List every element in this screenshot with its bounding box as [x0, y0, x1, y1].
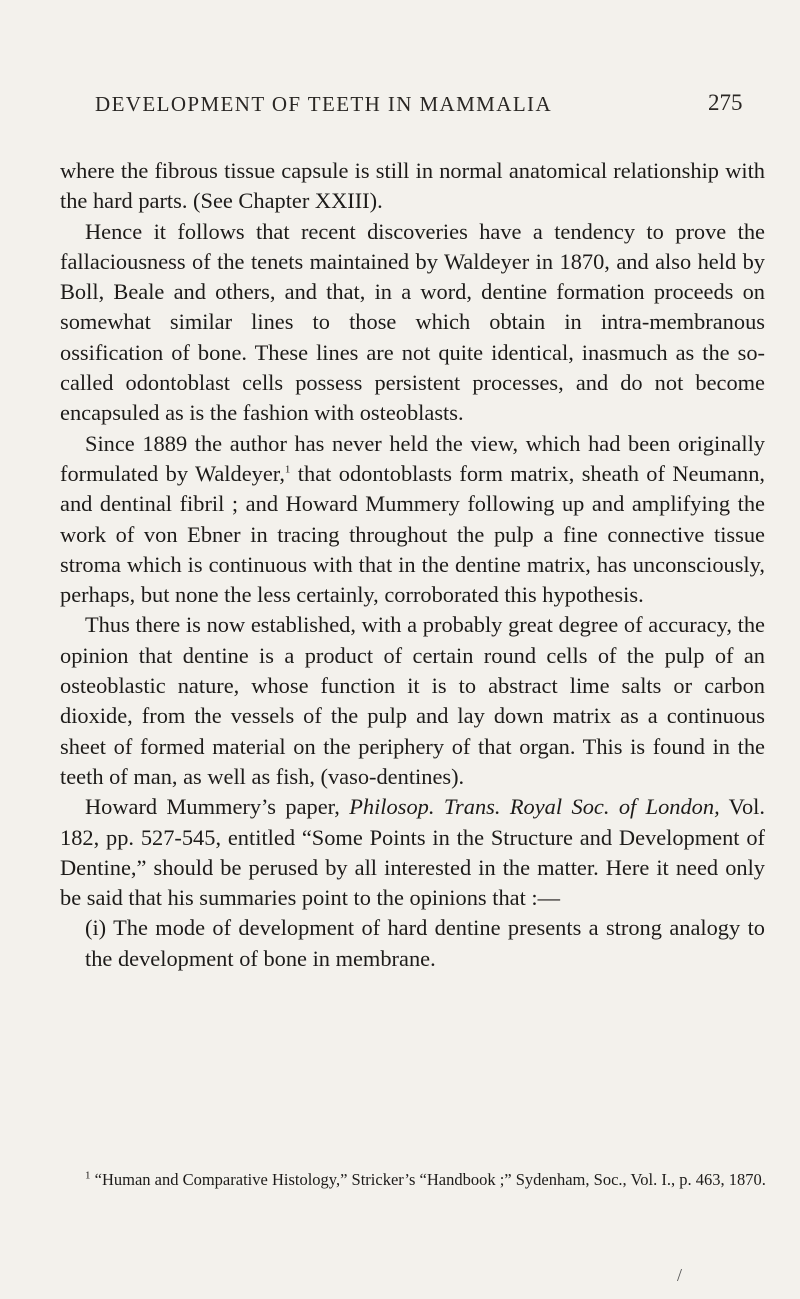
running-title: DEVELOPMENT OF TEETH IN MAMMALIA [95, 92, 553, 116]
paragraph-3-part-b: that odontoblasts form matrix, sheath of Neumann, and dentinal fibril ; and Howard Mummery following up and amplifying the work of von Ebner in tracing throughout the pulp a fine connective tissue stroma which is continuous with that in the dentine matrix, has unconsciously, perhaps, but none the less certainly, corroborated this hypothesis. [60, 460, 765, 608]
paragraph-2: Hence it follows that recent discoveries have a tendency to prove the fallaciousness of the tenets maintained by Waldeyer in 1870, and also held by Boll, Beale and others, and that, in a word, dentine formation proceeds on somewhat similar lines to those which obtain in intra-membranous ossification of bone. These lines are not quite identical, inasmuch as the so-called odontoblast cells possess persistent processes, and do not become encapsuled as is the fashion with osteoblasts. [60, 218, 765, 426]
stray-mark: / [677, 1265, 683, 1285]
paragraph-5-part-b: Vol. 182, pp. 527-545, entitled “Some Points in the Structure and Development of Dentine,” should be perused by all interested in the matter. Here it need only be said that his summaries point to the opinions that :— [60, 794, 765, 911]
footnote-reference[interactable]: 1 [284, 463, 291, 476]
journal-citation: Philosop. Trans. Royal Soc. of London, [349, 794, 720, 820]
paragraph-5 [60, 792, 765, 913]
footnote-text [60, 1170, 770, 1189]
footnote-marker: 1 [85, 1169, 91, 1182]
paragraph-1: where the fibrous tissue capsule is still in normal anatomical relationship with the hard parts. (See Chapter XXIII). [60, 158, 765, 214]
footnote-body: “Human and Comparative Histology,” Stricker’s “Handbook ;” Sydenham, Soc., Vol. I., p. 463, 1870. [90, 1170, 766, 1189]
paragraph-3-part-a: Since 1889 the author has never held the view, which had been originally formulated by Waldeyer, [60, 430, 765, 486]
paragraph-5-part-a: Howard Mummery’s paper, [85, 794, 350, 820]
page-header [0, 92, 800, 122]
paragraph-3 [60, 429, 765, 611]
list-item-1: (i) The mode of development of hard dentine presents a strong analogy to the development of bone in membrane. [85, 915, 765, 971]
paragraph-4: Thus there is now established, with a probably great degree of accuracy, the opinion that dentine is a product of certain round cells of the pulp of an osteoblastic nature, whose function it is to abstract lime salts or carbon dioxide, from the vessels of the pulp and lay down matrix as a continuous sheet of formed material on the periphery of that organ. This is found in the teeth of man, as well as fish, (vaso-dentines). [60, 612, 765, 789]
page-number: 275 [708, 90, 743, 115]
footnote [60, 1170, 770, 1189]
body-text [60, 156, 765, 974]
